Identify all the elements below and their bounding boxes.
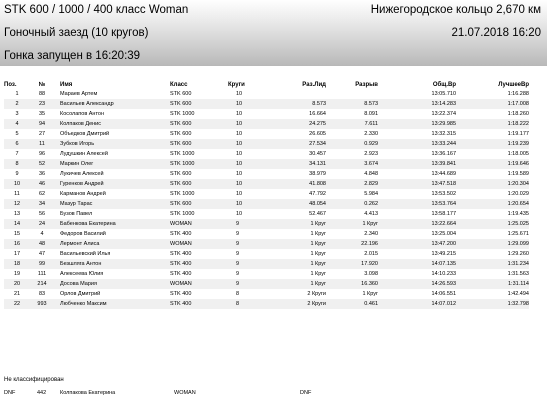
table-row [4,249,529,259]
cell-total-time: 13:22.374 [378,109,456,119]
cell-gap: 8.573 [326,99,378,109]
cell-gap: 0.461 [326,299,378,309]
cell-class: STK 400 [170,229,228,239]
cell-gap: 2.015 [326,249,378,259]
cell-class: STK 600 [170,89,228,99]
cell-best-lap: 1:29.260 [456,249,529,259]
cell-laps: 10 [228,119,270,129]
cell-class: STK 400 [170,259,228,269]
cell-class: STK 1000 [170,189,228,199]
cell-class: STK 1000 [170,159,228,169]
cell-number: 35 [30,109,54,119]
cell-best-lap: 1:25.671 [456,229,529,239]
cell-gap: 3.098 [326,269,378,279]
cell-best-lap: 1:31.234 [456,259,529,269]
table-row [4,139,529,149]
cell-gap: 4.848 [326,169,378,179]
cell-name: Лермонт Алиса [54,239,170,249]
cell-laps: 10 [228,179,270,189]
cell-total-time: 14:10.233 [378,269,456,279]
cell-total-time: 13:49.215 [378,249,456,259]
cell-number: 993 [30,299,54,309]
cell-best-lap: 1:25.025 [456,219,529,229]
cell-diff-leader: 38.979 [270,169,326,179]
cell-class: STK 400 [170,289,228,299]
cell-best-lap: 1:17.008 [456,99,529,109]
cell-name: Федоров Василий [54,229,170,239]
cell-total-time: 14:26.593 [378,279,456,289]
cell-name: Безшляга Антон [54,259,170,269]
cell-best-lap: 1:42.494 [456,289,529,299]
cell-laps: 9 [228,219,270,229]
cell-laps: 9 [228,239,270,249]
cell-diff-leader: 34.131 [270,159,326,169]
cell-total-time: 13:29.985 [378,119,456,129]
series-title: STK 600 / 1000 / 400 класс Woman [4,4,189,16]
cell-gap: 3.674 [326,159,378,169]
cell-class: STK 600 [170,119,228,129]
cell-number: 83 [30,289,54,299]
nc-status: DNF [4,390,16,396]
cell-gap: 22.196 [326,239,378,249]
cell-name: Лукичев Алексей [54,169,170,179]
table-row [4,209,529,219]
cell-laps: 10 [228,209,270,219]
cell-best-lap: 1:32.798 [456,299,529,309]
cell-class: STK 400 [170,299,228,309]
cell-laps: 10 [228,99,270,109]
table-row [4,189,529,199]
table-row [4,129,529,139]
cell-diff-leader: 1 Круг [270,259,326,269]
cell-best-lap: 1:19.589 [456,169,529,179]
cell-position: 3 [4,109,30,119]
cell-position: 21 [4,289,30,299]
cell-position: 22 [4,299,30,309]
cell-total-time: 14:07.135 [378,259,456,269]
cell-name: Бузов Павел [54,209,170,219]
cell-total-time: 13:36.167 [378,149,456,159]
cell-class: STK 400 [170,249,228,259]
cell-position: 5 [4,129,30,139]
cell-best-lap: 1:19.435 [456,209,529,219]
cell-total-time: 13:05.710 [378,89,456,99]
cell-number: 11 [30,139,54,149]
cell-name: Алексеева Юлия [54,269,170,279]
cell-laps: 9 [228,269,270,279]
cell-gap: 2.923 [326,149,378,159]
cell-gap: 1 Круг [326,289,378,299]
cell-diff-leader: 30.457 [270,149,326,159]
cell-laps: 9 [228,249,270,259]
cell-number: 34 [30,199,54,209]
cell-position: 10 [4,179,30,189]
cell-name: Любченко Максим [54,299,170,309]
table-row [4,279,529,289]
cell-number: 46 [30,179,54,189]
cell-name: Орлов Дмитрий [54,289,170,299]
cell-best-lap: 1:31.563 [456,269,529,279]
cell-number: 52 [30,159,54,169]
cell-best-lap: 1:18.260 [456,109,529,119]
cell-diff-leader: 1 Круг [270,239,326,249]
results-table [4,80,529,309]
cell-best-lap: 1:16.288 [456,89,529,99]
cell-number: 62 [30,189,54,199]
cell-name: Гуренков Андрей [54,179,170,189]
cell-gap: 8.091 [326,109,378,119]
cell-class: STK 600 [170,169,228,179]
cell-number: 88 [30,89,54,99]
cell-class: STK 400 [170,269,228,279]
cell-diff-leader: 41.808 [270,179,326,189]
cell-gap: 0.262 [326,199,378,209]
cell-position: 1 [4,89,30,99]
cell-position: 17 [4,249,30,259]
cell-laps: 10 [228,189,270,199]
cell-laps: 8 [228,299,270,309]
cell-diff-leader: 48.054 [270,199,326,209]
cell-position: 4 [4,119,30,129]
cell-gap: 4.413 [326,209,378,219]
cell-class: STK 1000 [170,149,228,159]
cell-laps: 10 [228,109,270,119]
col-class: Класс [170,81,188,88]
table-row [4,99,529,109]
cell-total-time: 13:39.841 [378,159,456,169]
cell-best-lap: 1:29.099 [456,239,529,249]
col-number: № [38,81,46,88]
cell-laps: 10 [228,89,270,99]
cell-class: STK 1000 [170,209,228,219]
cell-laps: 10 [228,169,270,179]
cell-diff-leader: 52.467 [270,209,326,219]
col-name: Имя [60,81,73,88]
cell-laps: 10 [228,159,270,169]
cell-diff-leader: 26.605 [270,129,326,139]
cell-diff-leader: 1 Круг [270,219,326,229]
cell-gap: 0.929 [326,139,378,149]
cell-class: STK 600 [170,199,228,209]
table-row [4,299,529,309]
cell-laps: 9 [228,229,270,239]
track-name: Нижегородское кольцо 2,670 км [370,4,541,16]
cell-class: STK 1000 [170,109,228,119]
cell-position: 13 [4,209,30,219]
cell-gap [326,89,378,99]
cell-number: 27 [30,129,54,139]
table-row [4,289,529,299]
table-row [4,199,529,209]
cell-total-time: 13:22.664 [378,219,456,229]
cell-number: 214 [30,279,54,289]
cell-laps: 10 [228,139,270,149]
cell-number: 4 [30,229,54,239]
cell-gap: 2.330 [326,129,378,139]
cell-best-lap: 1:20.654 [456,199,529,209]
cell-best-lap: 1:19.239 [456,139,529,149]
cell-total-time: 13:58.177 [378,209,456,219]
cell-gap: 17.920 [326,259,378,269]
cell-position: 16 [4,239,30,249]
race-start-info: Гонка запущен в 16:20:39 [4,50,141,62]
results-table-wrap [0,80,547,309]
cell-diff-leader: 16.664 [270,109,326,119]
cell-position: 6 [4,139,30,149]
cell-position: 14 [4,219,30,229]
cell-name: Бабенкова Екатерина [54,219,170,229]
cell-position: 9 [4,169,30,179]
cell-number: 56 [30,209,54,219]
cell-position: 18 [4,259,30,269]
cell-gap: 7.611 [326,119,378,129]
cell-name: Зубков Игорь [54,139,170,149]
cell-number: 47 [30,249,54,259]
cell-diff-leader: 1 Круг [270,229,326,239]
col-total-time: Общ.Вр [432,81,456,88]
table-row [4,179,529,189]
cell-gap: 5.984 [326,189,378,199]
col-gap: Разрыв [355,81,378,88]
cell-best-lap: 1:19.646 [456,159,529,169]
cell-number: 48 [30,239,54,249]
cell-class: STK 600 [170,129,228,139]
cell-diff-leader: 27.534 [270,139,326,149]
cell-best-lap: 1:20.029 [456,189,529,199]
cell-diff-leader: 2 Круги [270,299,326,309]
cell-total-time: 13:33.244 [378,139,456,149]
cell-best-lap: 1:18.005 [456,149,529,159]
cell-number: 111 [30,269,54,279]
cell-class: WOMAN [170,239,228,249]
cell-best-lap: 1:20.304 [456,179,529,189]
table-row [4,259,529,269]
cell-position: 19 [4,269,30,279]
results-body [4,89,529,309]
cell-best-lap: 1:18.222 [456,119,529,129]
cell-total-time: 13:53.764 [378,199,456,209]
cell-total-time: 14:06.551 [378,289,456,299]
cell-name: Лудушкин Алексей [54,149,170,159]
table-row [4,219,529,229]
cell-diff-leader: 1 Круг [270,269,326,279]
session-date-time: 21.07.2018 16:20 [451,27,541,39]
cell-laps: 9 [228,259,270,269]
table-row [4,119,529,129]
cell-position: 2 [4,99,30,109]
cell-total-time: 14:07.012 [378,299,456,309]
cell-gap: 16.360 [326,279,378,289]
cell-diff-leader [270,89,326,99]
cell-number: 24 [30,219,54,229]
cell-name: Косолапов Антон [54,109,170,119]
cell-diff-leader: 8.573 [270,99,326,109]
cell-diff-leader: 1 Круг [270,249,326,259]
cell-class: STK 600 [170,179,228,189]
cell-total-time: 13:14.283 [378,99,456,109]
session-title: Гоночный заезд (10 кругов) [4,27,149,39]
cell-best-lap: 1:19.177 [456,129,529,139]
col-laps: Круги [228,81,245,88]
cell-number: 94 [30,119,54,129]
results-header [0,0,547,66]
table-row [4,239,529,249]
not-classified-row [4,390,529,400]
cell-name: Колпаков Денис [54,119,170,129]
cell-class: STK 600 [170,99,228,109]
cell-name: Васильевский Илья [54,249,170,259]
nc-number: 442 [37,390,47,396]
not-classified-title: Не классифицирован [4,377,64,383]
cell-laps: 10 [228,149,270,159]
table-row [4,109,529,119]
cell-name: Карманов Андрей [54,189,170,199]
table-row [4,269,529,279]
cell-position: 15 [4,229,30,239]
cell-number: 96 [30,149,54,159]
table-row [4,159,529,169]
cell-name: Маркин Олег [54,159,170,169]
table-row [4,149,529,159]
cell-number: 23 [30,99,54,109]
cell-laps: 10 [228,129,270,139]
cell-laps: 8 [228,289,270,299]
cell-diff-leader: 2 Круги [270,289,326,299]
cell-total-time: 13:25.004 [378,229,456,239]
cell-diff-leader: 47.792 [270,189,326,199]
cell-laps: 10 [228,199,270,209]
cell-gap: 2.829 [326,179,378,189]
col-best-lap: ЛучшееВр [498,81,529,88]
cell-total-time: 13:47.518 [378,179,456,189]
nc-class: WOMAN [174,390,196,396]
cell-diff-leader: 1 Круг [270,279,326,289]
table-row [4,89,529,99]
cell-total-time: 13:47.200 [378,239,456,249]
cell-total-time: 13:32.315 [378,129,456,139]
cell-name: Мазур Тарас [54,199,170,209]
cell-position: 7 [4,149,30,159]
cell-class: WOMAN [170,219,228,229]
col-position: Поз. [4,81,17,88]
cell-gap: 2.340 [326,229,378,239]
cell-class: WOMAN [170,279,228,289]
results-header-row [4,80,529,89]
cell-laps: 9 [228,279,270,289]
cell-position: 20 [4,279,30,289]
cell-number: 99 [30,259,54,269]
cell-gap: 1 Круг [326,219,378,229]
cell-number: 36 [30,169,54,179]
cell-name: Объедков Дмитрий [54,129,170,139]
cell-name: Васильев Александр [54,99,170,109]
nc-result: DNF [300,390,312,396]
cell-position: 12 [4,199,30,209]
table-row [4,229,529,239]
cell-name: Досова Мария [54,279,170,289]
cell-name: Мараев Артем [54,89,170,99]
cell-class: STK 600 [170,139,228,149]
cell-total-time: 13:44.689 [378,169,456,179]
nc-name: Колпакова Екатерина [60,390,116,396]
col-diff-leader: Раз.Лид [302,81,326,88]
cell-position: 11 [4,189,30,199]
cell-best-lap: 1:31.114 [456,279,529,289]
cell-position: 8 [4,159,30,169]
cell-total-time: 13:53.502 [378,189,456,199]
table-row [4,169,529,179]
cell-diff-leader: 24.275 [270,119,326,129]
